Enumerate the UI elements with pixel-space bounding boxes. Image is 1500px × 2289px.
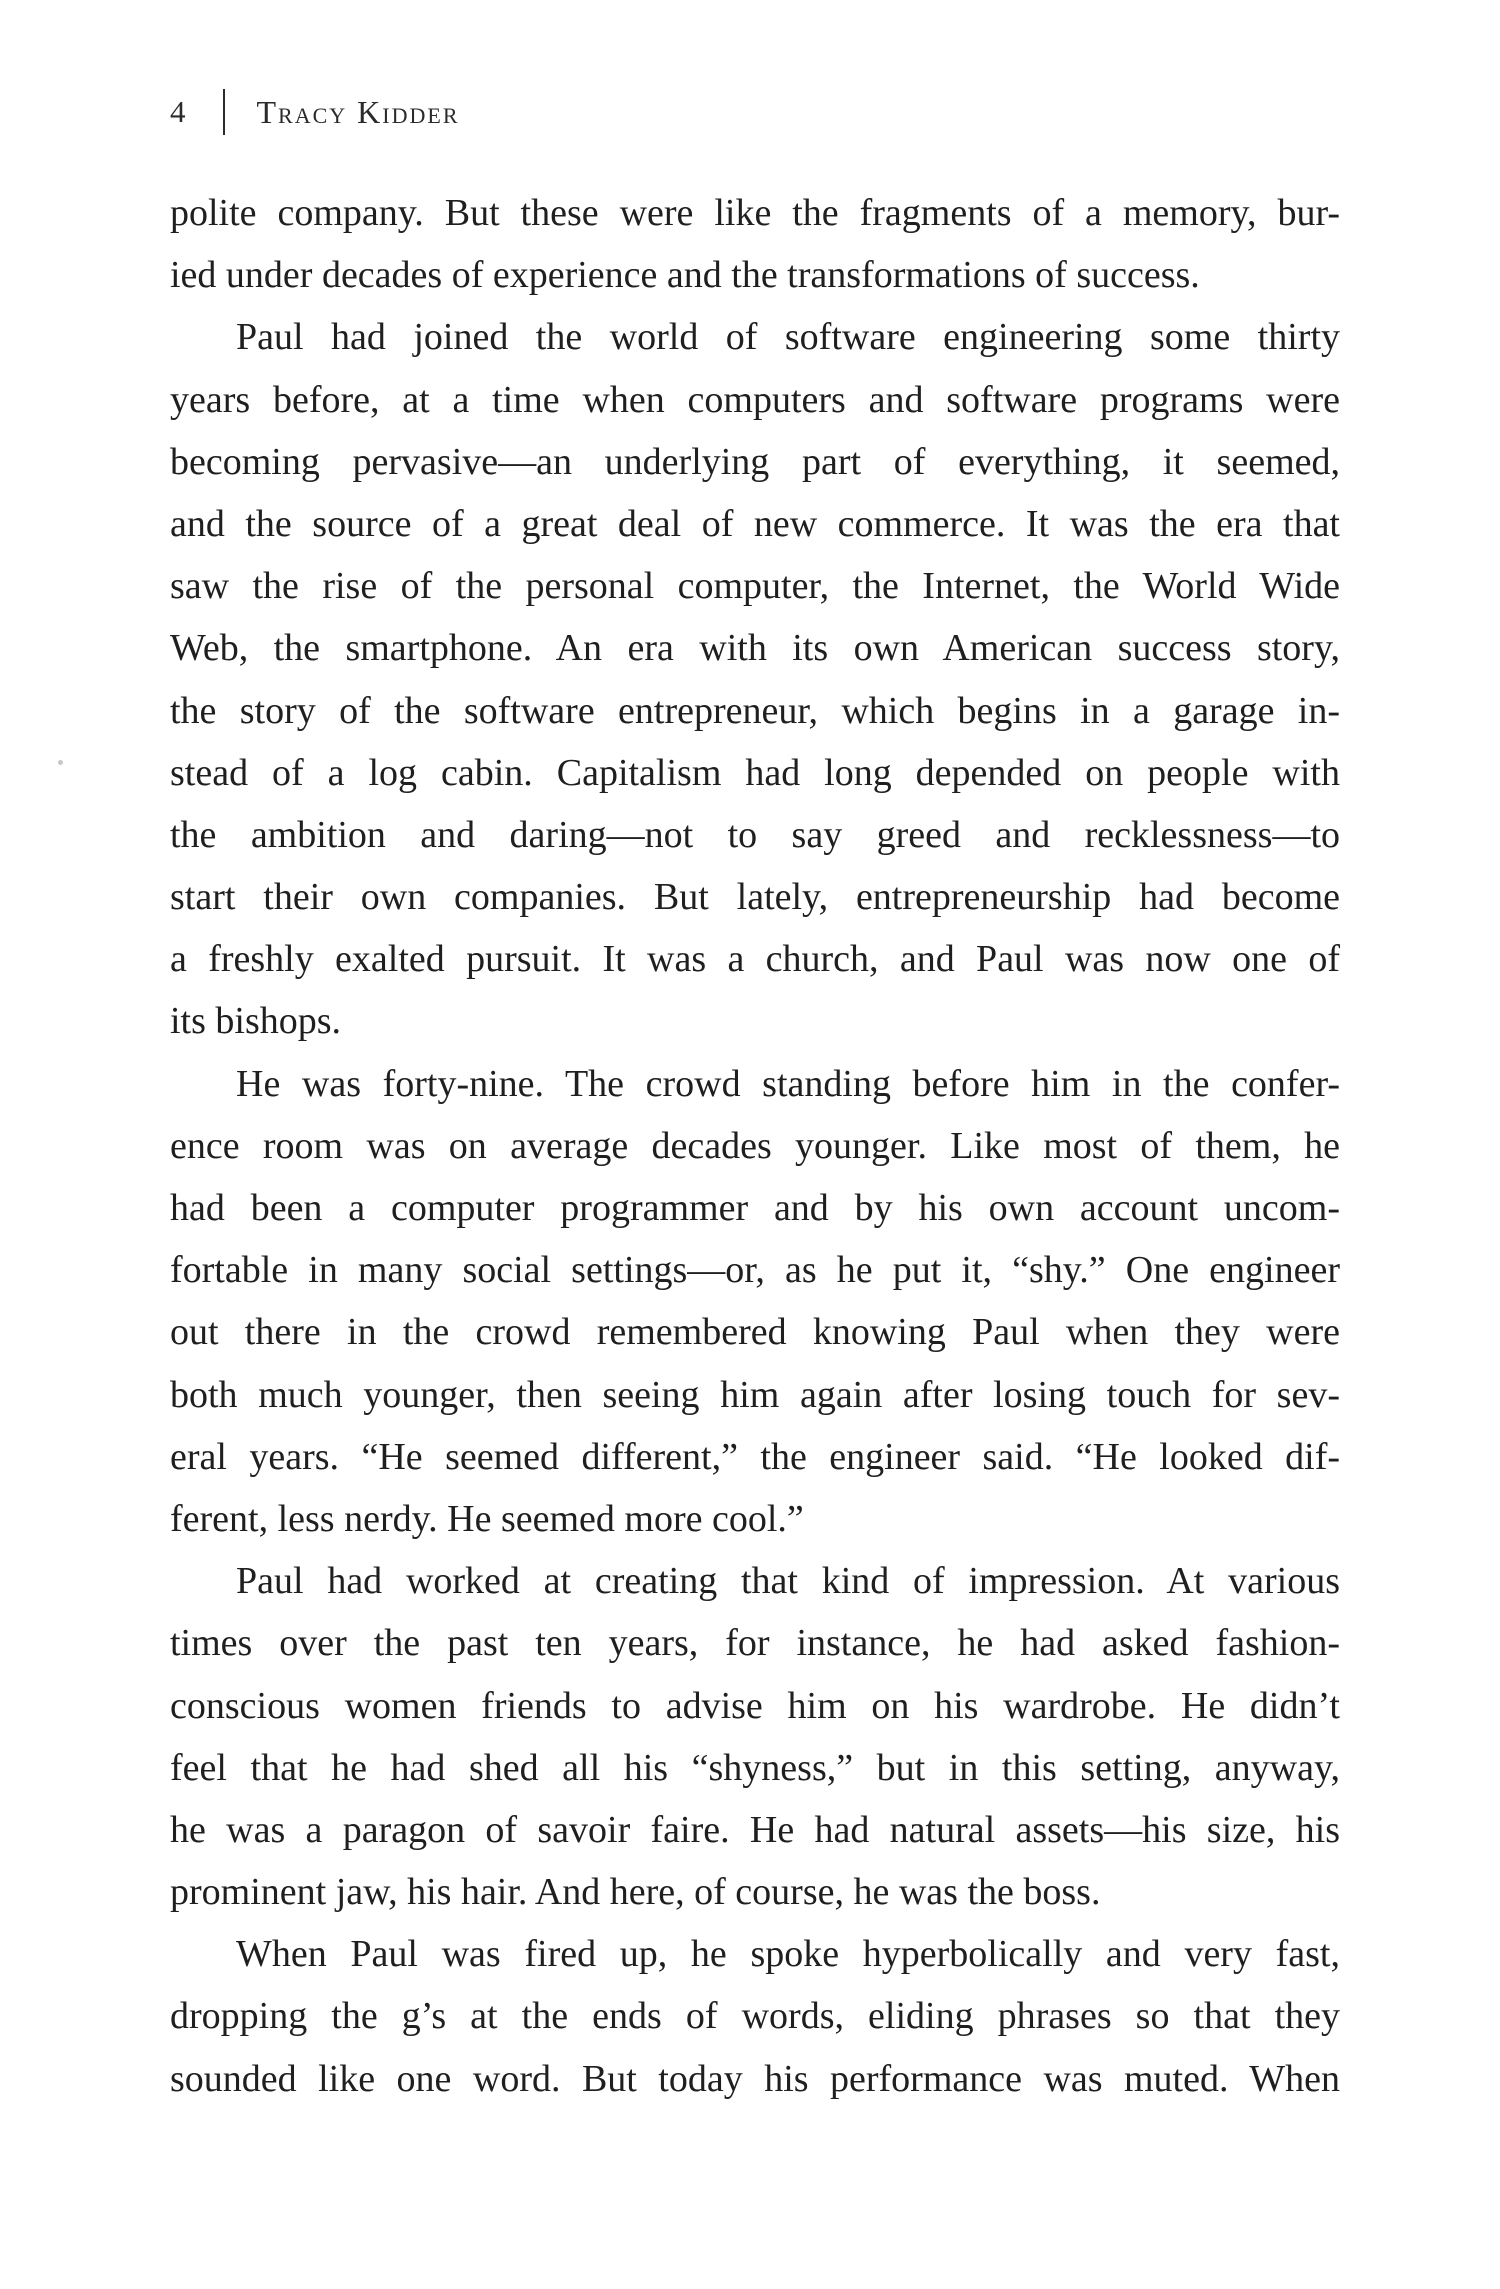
author-name: Tracy Kidder [256,93,460,130]
text-line: stead of a log cabin. Capitalism had long depended on people with [170,751,1340,794]
text-line: he was a paragon of savoir faire. He had natural assets—his size, his [170,1808,1340,1851]
text-line: sounded like one word. But today his performance was muted. When [170,2057,1340,2100]
running-head [170,88,460,136]
text-line: the ambition and daring—not to say greed and recklessness—to [170,813,1340,856]
text-line: ied under decades of experience and the transformations of success. [170,254,1200,297]
text-line: out there in the crowd remembered knowing Paul when they were [170,1311,1340,1354]
paragraph [170,1550,1340,1923]
header-divider [223,89,225,135]
text-line: Paul had joined the world of software engineering some thirty [236,316,1340,359]
text-line: and the source of a great deal of new commerce. It was the era that [170,502,1340,545]
text-line: feel that he had shed all his “shyness,” but in this setting, anyway, [170,1746,1340,1789]
text-line: both much younger, then seeing him again after losing touch for sev- [170,1373,1340,1416]
paragraph [170,1053,1340,1551]
text-line: dropping the g’s at the ends of words, eliding phrases so that they [170,1995,1340,2038]
text-line: times over the past ten years, for instance, he had asked fashion- [170,1622,1340,1665]
text-line: becoming pervasive—an underlying part of everything, it seemed, [170,440,1340,483]
text-line: had been a computer programmer and by his own account uncom- [170,1187,1340,1229]
text-line: start their own companies. But lately, entrepreneurship had become [170,876,1340,919]
text-line: He was forty-nine. The crowd standing before him in the confer- [236,1062,1340,1105]
text-line: a freshly exalted pursuit. It was a church, and Paul was now one of [170,938,1340,981]
text-line: fortable in many social settings—or, as he put it, “shy.” One engineer [170,1249,1340,1292]
scan-speck [58,760,63,765]
text-line: the story of the software entrepreneur, which begins in a garage in- [170,689,1340,732]
text-line: saw the rise of the personal computer, the Internet, the World Wide [170,565,1340,608]
text-line: Paul had worked at creating that kind of impression. At various [236,1560,1340,1603]
paragraph [170,182,1340,306]
text-line: When Paul was fired up, he spoke hyperbolically and very fast, [236,1933,1340,1976]
body-text [170,182,1340,2110]
text-line: years before, at a time when computers and software programs were [170,378,1340,421]
paragraph [170,1923,1340,2110]
paragraph [170,306,1340,1052]
text-line: polite company. But these were like the fragments of a memory, bur- [170,192,1340,234]
text-line: ferent, less nerdy. He seemed more cool.” [170,1497,804,1540]
page-number: 4 [170,94,187,129]
text-line: its bishops. [170,1000,342,1043]
text-line: prominent jaw, his hair. And here, of course, he was the boss. [170,1871,1101,1914]
text-line: ence room was on average decades younger. Like most of them, he [170,1124,1340,1167]
text-line: conscious women friends to advise him on his wardrobe. He didn’t [170,1684,1340,1727]
text-line: Web, the smartphone. An era with its own American success story, [170,627,1340,670]
text-line: eral years. “He seemed different,” the engineer said. “He looked dif- [170,1435,1340,1478]
